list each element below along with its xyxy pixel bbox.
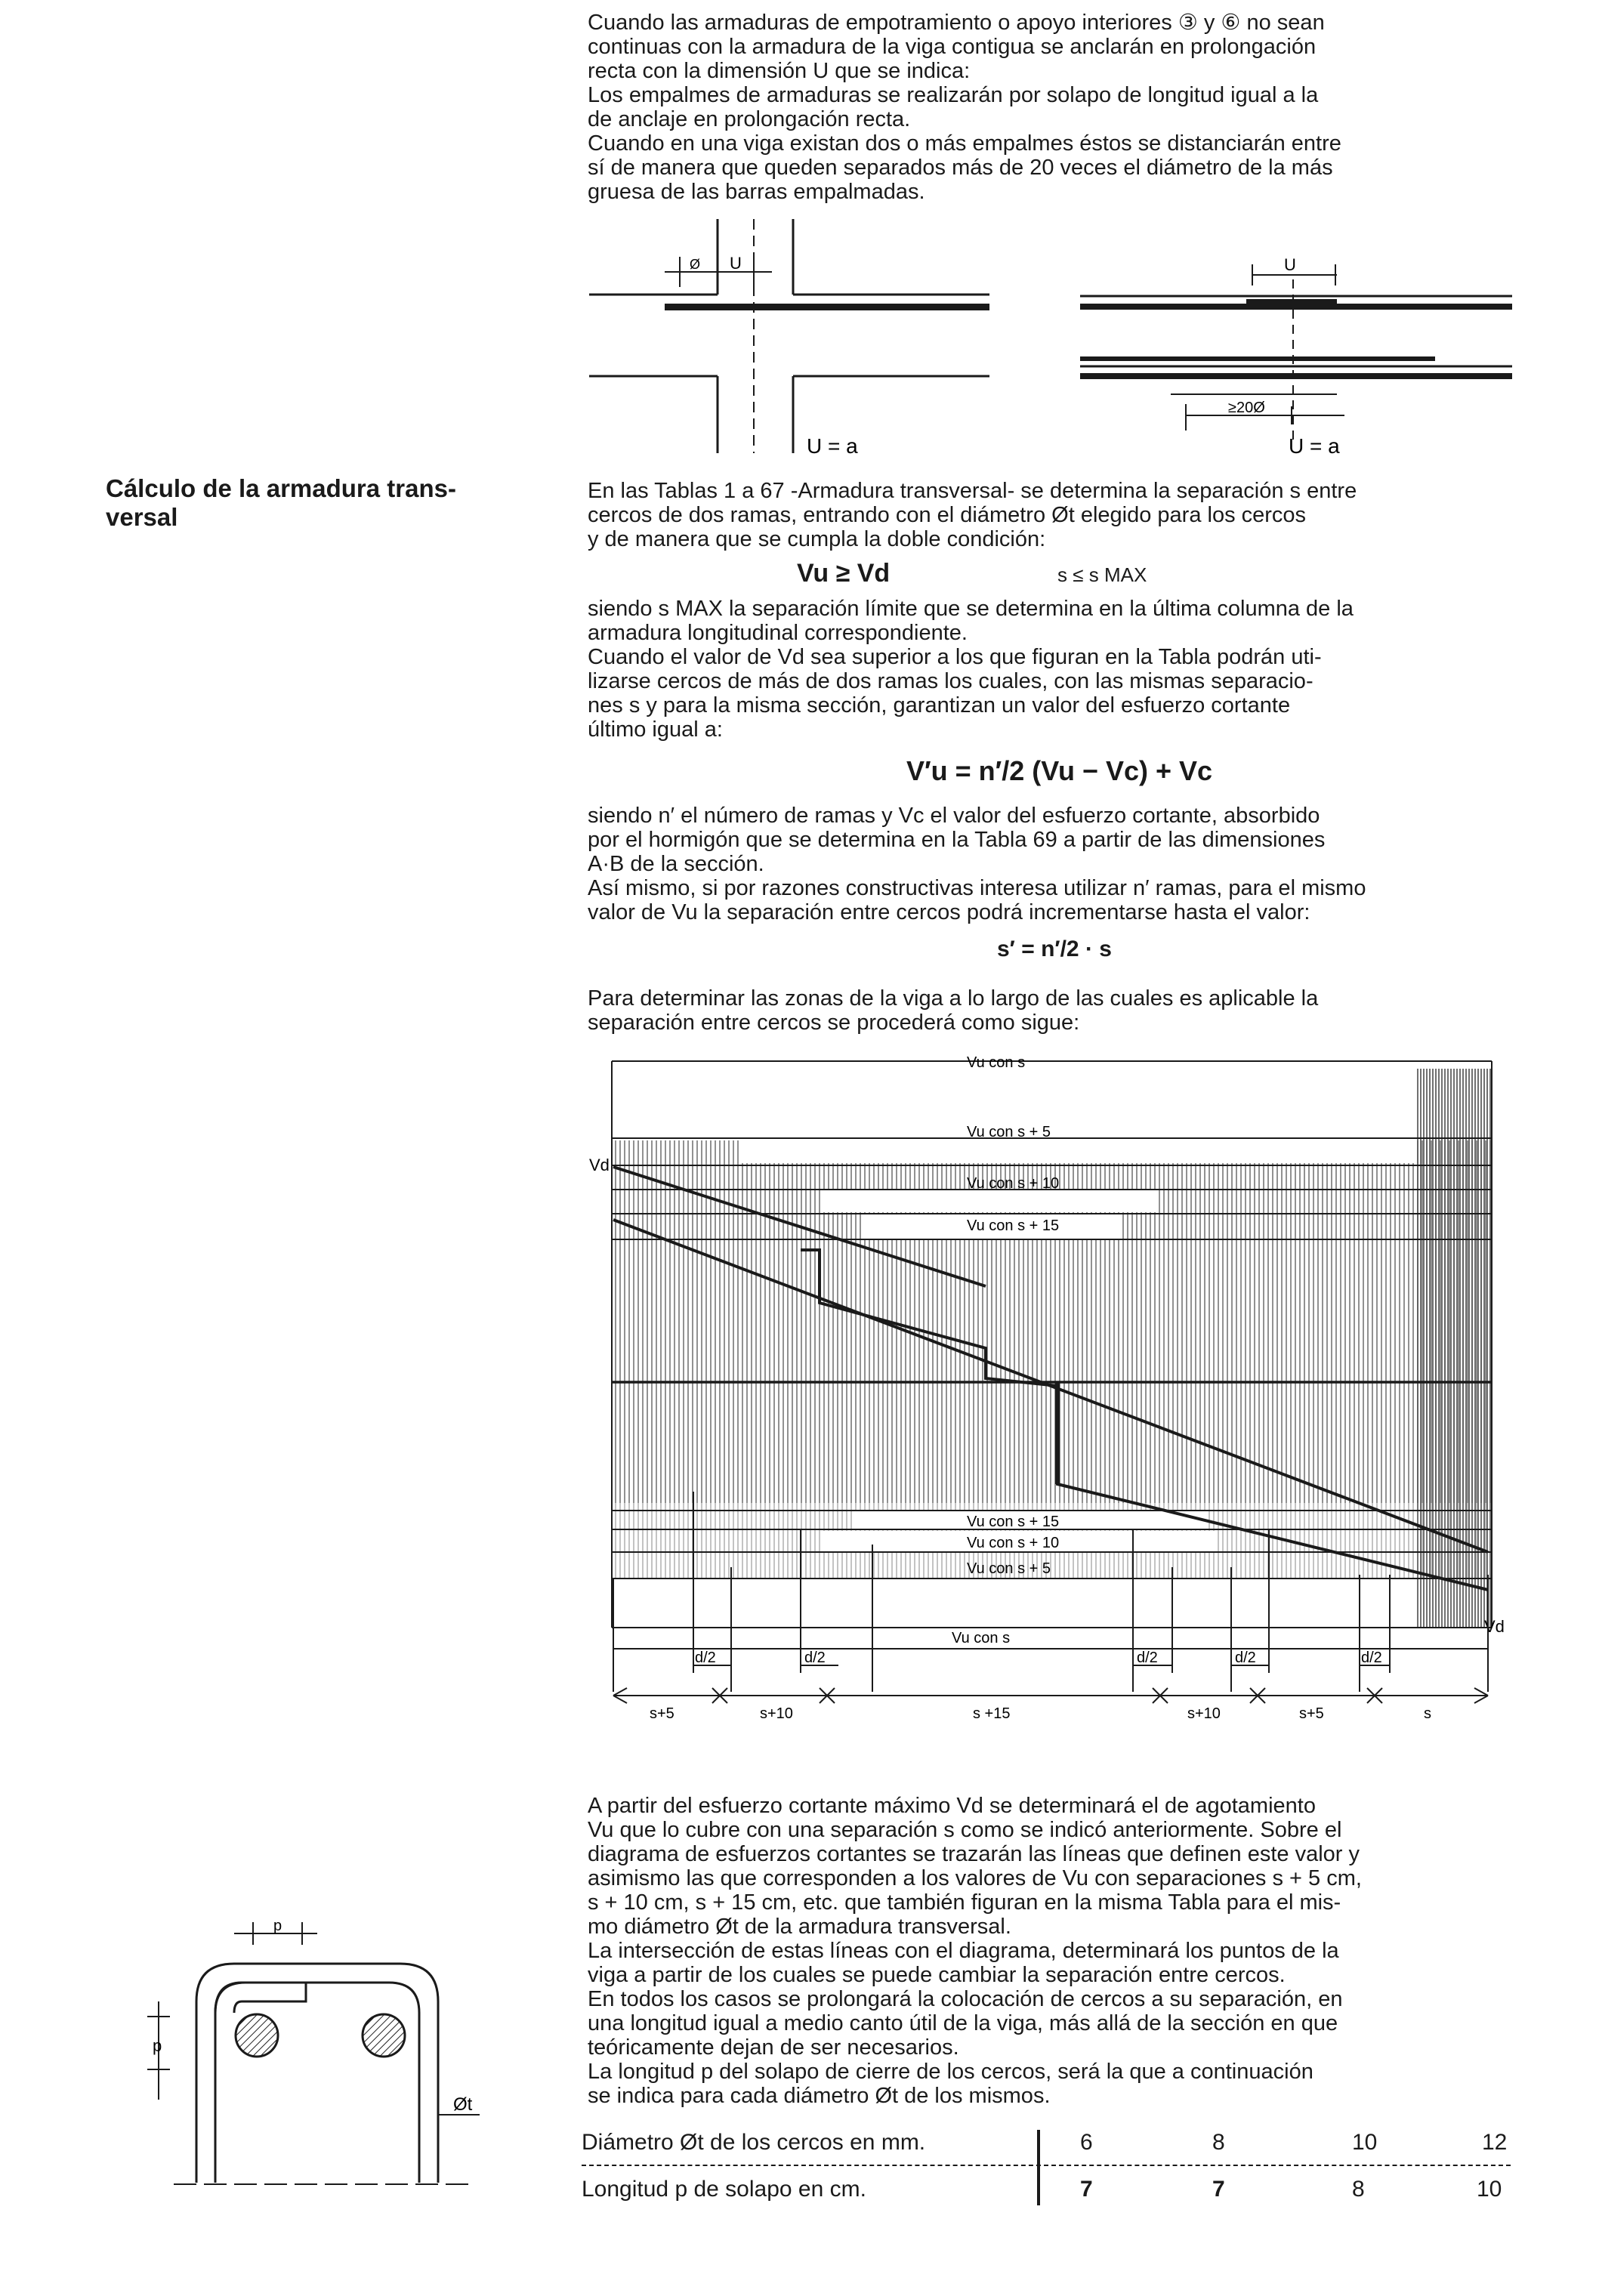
band-label-top: Vu con s (967, 1054, 1026, 1071)
intro-line: Cuando en una viga existan dos o más empalmes éstos se distanciarán entre (588, 131, 1341, 156)
right-dim-label: U (1284, 255, 1296, 274)
table-row-label: Longitud p de solapo en cm. (582, 2177, 866, 2202)
calc-line: siendo s MAX la separación límite que se determina en la última columna de la (588, 597, 1354, 621)
intro-line: recta con la dimensión U que se indica: (588, 59, 971, 83)
band-label-bottom: Vu con s + 10 (967, 1535, 1060, 1551)
table-cell: 7 (1080, 2177, 1093, 2202)
table-divider (582, 2165, 1511, 2166)
intro-line: Cuando las armaduras de empotramiento o apoyo interiores ③ y ⑥ no sean (588, 11, 1325, 35)
band-label-top: Vu con s + 15 (967, 1217, 1060, 1234)
after-line: viga a partir de los cuales se puede cambiar la separación entre cercos. (588, 1963, 1286, 1987)
phi-label: Øt (453, 2094, 473, 2115)
anchorage-figure (582, 211, 1518, 468)
zone-label: s+10 (760, 1705, 793, 1722)
left-caption: U = a (807, 434, 858, 458)
after-line: asimismo las que corresponden a los valores de Vu con separaciones s + 5 cm, (588, 1866, 1362, 1890)
band-label-top: Vu con s + 5 (967, 1124, 1051, 1140)
after-line: mo diámetro Øt de la armadura transversal. (588, 1915, 1011, 1939)
formula-s-prime: s′ = n′/2 · s (997, 937, 1112, 961)
calc-line: En las Tablas 1 a 67 -Armadura transversal- se determina la separación s entre (588, 479, 1357, 503)
after-line: se indica para cada diámetro Øt de los mismos. (588, 2084, 1051, 2108)
table-cell: 7 (1212, 2177, 1225, 2202)
left-dim-label: U (730, 254, 742, 273)
calc-paragraph-2 (588, 597, 1511, 742)
p-side-label: p (153, 2036, 162, 2055)
after-line: teóricamente dejan de ser necesarios. (588, 2035, 959, 2060)
zone-label: s+5 (650, 1705, 674, 1722)
table-cell: 8 (1212, 2130, 1225, 2155)
splice-spacing-label: ≥20Ø (1228, 400, 1265, 416)
calc-line: cercos de dos ramas, entrando con el diámetro Øt elegido para los cercos (588, 503, 1307, 527)
section-heading-line: versal (106, 503, 178, 531)
after-line: La longitud p del solapo de cierre de los cercos, será la que a continuación (588, 2060, 1313, 2084)
diameter-icon: Ø (690, 257, 701, 272)
intro-line: gruesa de las barras empalmadas. (588, 180, 925, 204)
after-line: diagrama de esfuerzos cortantes se trazarán las líneas que definen este valor y (588, 1842, 1360, 1866)
calc-paragraph-1 (588, 479, 1511, 551)
section-heading-line: Cálculo de la armadura trans- (106, 474, 456, 502)
p-top-label: p (273, 1918, 282, 1934)
table-row (582, 2130, 1511, 2160)
band-label-top: Vu con s + 10 (967, 1175, 1060, 1192)
vd-label-left: Vd (589, 1156, 610, 1174)
condition-vu-vd: Vu ≥ Vd (797, 559, 891, 588)
condition-s-smax: s ≤ s MAX (1057, 563, 1147, 586)
calc-line: valor de Vu la separación entre cercos podrá incrementarse hasta el valor: (588, 900, 1310, 924)
table-cell: 6 (1080, 2130, 1093, 2155)
zone-label: s+5 (1299, 1705, 1324, 1722)
intro-line: Los empalmes de armaduras se realizarán por solapo de longitud igual a la (588, 83, 1319, 107)
after-line: En todos los casos se prolongará la colocación de cercos a su separación, en (588, 1987, 1343, 2011)
right-caption: U = a (1289, 434, 1340, 458)
band-label-bottom: Vu con s + 15 (967, 1514, 1060, 1530)
calc-line: por el hormigón que se determina en la Tabla 69 a partir de las dimensiones (588, 828, 1326, 852)
intro-line: continuas con la armadura de la viga contigua se anclarán en prolongación (588, 35, 1317, 59)
calc-line: último igual a: (588, 718, 723, 742)
band-label-bottom: Vu con s + 5 (967, 1560, 1051, 1577)
band-label-bottom: Vu con s (952, 1630, 1011, 1646)
table-row (582, 2177, 1511, 2207)
table-cell: 8 (1352, 2177, 1365, 2202)
calc-line: siendo n′ el número de ramas y Vc el valor del esfuerzo cortante, absorbido (588, 804, 1320, 828)
after-line: Vu que lo cubre con una separación s como se indicó anteriormente. Sobre el (588, 1818, 1342, 1842)
intro-line: sí de manera que queden separados más de 20 veces el diámetro de la más (588, 156, 1333, 180)
stirrup-figure (144, 1911, 514, 2198)
after-line: A partir del esfuerzo cortante máximo Vd se determinará el de agotamiento (588, 1794, 1316, 1818)
calc-line: nes s y para la misma sección, garantizan un valor del esfuerzo cortante (588, 693, 1291, 718)
zone-label: s (1424, 1705, 1431, 1722)
calc-line: armadura longitudinal correspondiente. (588, 621, 968, 645)
calc-line: separación entre cercos se procederá como sigue: (588, 1011, 1080, 1035)
table-row-label: Diámetro Øt de los cercos en mm. (582, 2130, 926, 2155)
shear-diagram (574, 1046, 1518, 1756)
table-cell: 10 (1352, 2130, 1378, 2155)
formula-vu-prime: V′u = n′/2 (Vu − Vc) + Vc (906, 755, 1213, 786)
half-d-label: d/2 (1137, 1649, 1158, 1666)
calc-line: Así mismo, si por razones constructivas interesa utilizar n′ ramas, para el mismo (588, 876, 1366, 900)
zone-label: s+10 (1187, 1705, 1221, 1722)
calc-paragraph-3 (588, 804, 1511, 924)
calc-line: y de manera que se cumpla la doble condición: (588, 527, 1046, 551)
table-cell: 12 (1482, 2130, 1508, 2155)
after-line: s + 10 cm, s + 15 cm, etc. que también figuran en la misma Tabla para el mis- (588, 1890, 1341, 1915)
after-line: La intersección de estas líneas con el diagrama, determinará los puntos de la (588, 1939, 1339, 1963)
zone-label: s +15 (973, 1705, 1011, 1722)
half-d-label: d/2 (1235, 1649, 1256, 1666)
half-d-label: d/2 (804, 1649, 826, 1666)
vd-label-right: Vd (1484, 1617, 1505, 1636)
overlap-table (582, 2130, 1511, 2228)
after-paragraph (588, 1794, 1511, 2108)
calc-paragraph-4 (588, 986, 1511, 1035)
calc-line: Cuando el valor de Vd sea superior a los que figuran en la Tabla podrán uti- (588, 645, 1322, 669)
calc-line: A·B de la sección. (588, 852, 764, 876)
section-heading (106, 474, 544, 532)
calc-line: lizarse cercos de más de dos ramas los cuales, con las mismas separacio- (588, 669, 1313, 693)
table-cell: 10 (1477, 2177, 1502, 2202)
calc-line: Para determinar las zonas de la viga a lo largo de las cuales es aplicable la (588, 986, 1319, 1011)
intro-line: de anclaje en prolongación recta. (588, 107, 911, 131)
half-d-label: d/2 (695, 1649, 716, 1666)
after-line: una longitud igual a medio canto útil de la viga, más allá de la sección en que (588, 2011, 1338, 2035)
half-d-label: d/2 (1361, 1649, 1382, 1666)
intro-paragraph (588, 11, 1511, 204)
